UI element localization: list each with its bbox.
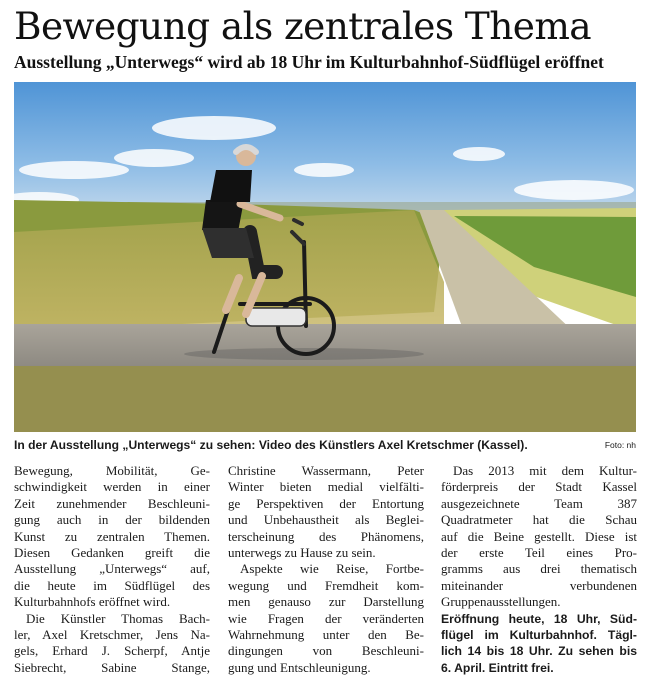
grass-foreground: [14, 366, 636, 432]
text-line: men genauso zur Darstellung: [228, 594, 424, 610]
text-line: gung auch in der bildenden: [14, 512, 210, 528]
text-line: Kulturbahnhofs eröffnet wird.: [14, 594, 171, 610]
info-line: 6. April. Eintritt frei.: [441, 660, 554, 675]
info-line: Eröffnung heute, 18 Uhr, Süd-: [441, 611, 637, 626]
text-line: Aspekte wie Reise, Fortbe-: [240, 561, 424, 577]
text-line: wie Fragen der veränderten: [228, 610, 424, 626]
text-line: und Unbehaustheit als Beglei-: [228, 512, 424, 528]
text-line: Wahrnehmung unter den Be-: [228, 626, 424, 642]
text-line: Gruppenausstellungen.: [441, 594, 561, 610]
text-line: ge Perspektiven der Entortung: [228, 495, 424, 511]
article-photo: [14, 82, 636, 432]
text-line: gung und Entschleunigung.: [228, 659, 371, 675]
text-line: dingungen von Beschleuni-: [228, 643, 424, 659]
sky: [14, 82, 636, 222]
photo-caption: In der Ausstellung „Unterwegs“ zu sehen: Video des Künstlers Axel Kretschmer (Kassel).: [14, 438, 528, 452]
text-line: förderpreis der Stadt Kassel: [441, 479, 637, 495]
text-line: Zeit zunehmender Beschleuni-: [14, 495, 210, 511]
text-line: miteinander verbundenen: [441, 577, 637, 593]
text-line: Christine Wassermann, Peter: [228, 463, 424, 478]
text-line: Quadratmeter hat die Schau: [441, 512, 637, 528]
headline: Bewegung als zentrales Thema: [14, 4, 592, 48]
text-line: terscheinung des Phänomens,: [228, 528, 424, 544]
text-line: Winter bieten medial vielfälti-: [228, 479, 424, 495]
subheadline: Ausstellung „Unterwegs“ wird ab 18 Uhr im Kulturbahnhof-Südflügel eröffnet: [14, 52, 604, 72]
text-line: Ausstellung „Unterwegs“ auf,: [14, 561, 210, 577]
text-line: Die Künstler Thomas Bach-: [26, 610, 210, 626]
text-line: ler, Axel Kretschmer, Jens Na-: [14, 626, 210, 642]
text-line: unterwegs zu Hause zu sein.: [228, 544, 376, 560]
text-line: Diesen Gedanken greift die: [14, 544, 210, 560]
text-line: die heute im Südflügel des: [14, 577, 210, 593]
text-line: schwindigkeit werden in einer: [14, 479, 210, 495]
article-column-1: [14, 463, 210, 676]
text-line: ausgezeichnete Team 387: [441, 495, 637, 511]
info-line: lich 14 bis 18 Uhr. Zu sehen bis: [441, 644, 637, 659]
text-line: gels, Erhard J. Scherpf, Antje: [14, 643, 210, 659]
text-line: Das 2013 mit dem Kultur-: [453, 463, 637, 478]
article-column-2: [228, 463, 424, 676]
info-line: flügel im Kulturbahnhof. Tägl-: [441, 627, 637, 642]
text-line: wegung und Fremdheit kom-: [228, 577, 424, 593]
text-line: auf die Beine gestellt. Diese ist: [441, 528, 637, 544]
text-line: Siebrecht, Sabine Stange,: [14, 659, 210, 675]
photo-credit: Foto: nh: [604, 440, 636, 450]
text-line: gramms aus drei thematisch: [441, 561, 637, 577]
article-column-3: [441, 463, 637, 676]
text-line: Kunst zu zentralen Themen.: [14, 528, 210, 544]
text-line: der erste Teil eines Pro-: [441, 544, 637, 560]
text-line: Bewegung, Mobilität, Ge-: [14, 463, 210, 478]
